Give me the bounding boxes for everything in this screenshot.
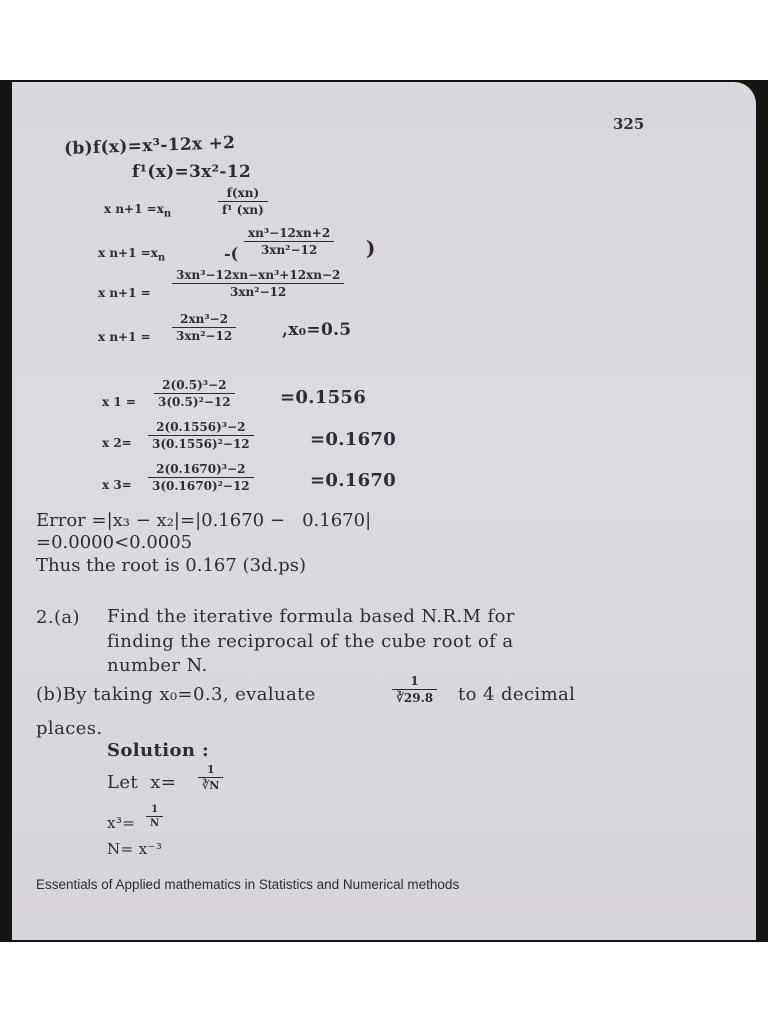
iteration-result: =0.1670: [310, 429, 397, 450]
iteration-numerator: 2(0.1556)³−2: [148, 420, 254, 436]
substitution-lhs-text: x n+1 =x: [98, 246, 158, 260]
iteration-label: x 2=: [102, 436, 132, 450]
solution-let-numerator: 1: [198, 763, 223, 778]
iteration-denominator: 3(0.5)²−12: [158, 395, 231, 409]
book-footer: Essentials of Applied mathematics in Statistics and Numerical methods: [36, 877, 460, 892]
iteration-numerator: 2(0.1670)³−2: [148, 462, 254, 478]
derivative-definition: f¹(x)=3x²-12: [132, 162, 251, 182]
substitution-sub: n: [157, 252, 166, 264]
substitution-denominator: 3xn²−12: [260, 243, 318, 257]
substitution-close: ): [366, 236, 376, 260]
iteration-label: x 3=: [102, 478, 132, 492]
question-b-fraction: [392, 674, 437, 705]
solution-heading: Solution :: [107, 740, 210, 761]
expanded-lhs: x n+1 =: [98, 286, 151, 300]
newton-formula-lhs: [104, 202, 171, 219]
iteration-fraction: [154, 378, 235, 409]
question-line: number N.: [107, 655, 208, 676]
iteration-fraction: [148, 462, 254, 493]
newton-formula-numerator: f(xn): [218, 186, 268, 202]
substitution-lhs: [98, 246, 165, 263]
substitution-minus: -(: [224, 244, 239, 263]
newton-formula-fraction: [218, 186, 268, 217]
iteration-denominator: 3(0.1556)²−12: [152, 437, 250, 451]
expanded-fraction: [172, 268, 344, 299]
newton-formula-sub: n: [163, 208, 172, 220]
newton-formula-lhs-text: x n+1 =x: [104, 202, 164, 216]
solution-cube-denominator: N: [150, 818, 160, 829]
solution-n-line: N= x⁻³: [107, 840, 163, 858]
error-line: Error =|x₃ − x₂|=|0.1670 − 0.1670|: [36, 510, 372, 531]
simplified-fraction: [172, 312, 236, 343]
function-definition: (b)f(x)=x³-12x +2: [63, 133, 236, 159]
book-page: [12, 82, 756, 940]
page-number: 325: [613, 115, 645, 133]
solution-cube: x³=: [107, 814, 136, 832]
iteration-fraction: [148, 420, 254, 451]
iteration-result: =0.1556: [280, 387, 367, 408]
question-b-suffix: to 4 decimal: [458, 684, 576, 705]
iteration-result: =0.1670: [310, 470, 397, 491]
question-line: finding the reciprocal of the cube root of a: [107, 631, 514, 652]
question-b-numerator: 1: [392, 674, 437, 690]
question-b-continuation: places.: [36, 718, 103, 739]
iteration-denominator: 3(0.1670)²−12: [152, 479, 250, 493]
expanded-denominator: 3xn²−12: [230, 285, 287, 299]
question-number: 2.(a): [36, 607, 80, 628]
solution-let-denominator: ∛N: [202, 779, 220, 792]
substitution-fraction: [244, 226, 334, 257]
solution-cube-fraction: [146, 804, 163, 829]
question-line: Find the iterative formula based N.R.M for: [107, 606, 515, 627]
simplified-denominator: 3xn²−12: [176, 329, 233, 343]
question-b-denominator: ∛29.8: [396, 691, 434, 705]
newton-formula-denominator: f¹ (xn): [222, 203, 264, 217]
conclusion-line: Thus the root is 0.167 (3d.ps): [36, 555, 307, 576]
iteration-numerator: 2(0.5)³−2: [154, 378, 235, 394]
solution-let: Let x=: [107, 772, 177, 793]
solution-let-fraction: [198, 763, 223, 792]
substitution-numerator: xn³−12xn+2: [244, 226, 334, 242]
iteration-label: x 1 =: [102, 395, 136, 409]
simplified-numerator: 2xn³−2: [172, 312, 236, 328]
expanded-numerator: 3xn³−12xn−xn³+12xn−2: [172, 268, 344, 284]
solution-cube-numerator: 1: [146, 804, 163, 817]
question-b-prefix: (b)By taking x₀=0.3, evaluate: [36, 684, 316, 705]
initial-value: ,x₀=0.5: [282, 320, 352, 340]
simplified-lhs: x n+1 =: [98, 330, 151, 344]
error-result: =0.0000<0.0005: [36, 532, 193, 553]
